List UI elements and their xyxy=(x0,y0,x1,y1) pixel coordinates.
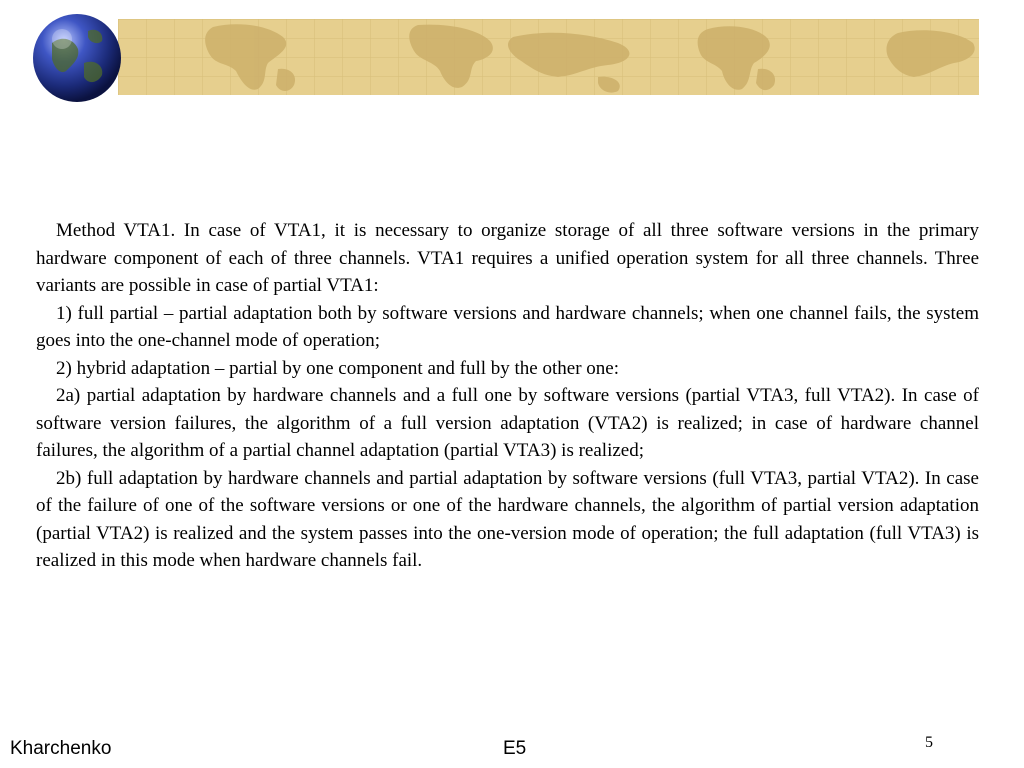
paragraph-item-1: 1) full partial – partial adaptation both by software versions and hardware channels; when one channel fails, the system goes into the one-channel mode of operation; xyxy=(36,302,979,351)
slide-body xyxy=(36,217,979,575)
globe-icon xyxy=(32,13,122,103)
footer-author: Kharchenko xyxy=(10,738,112,759)
paragraph-item-2b: 2b) full adaptation by hardware channels and partial adaptation by software versions (full VTA3, partial VTA2). In case of the failure of one of the software versions or one of the hardware channels, the algorithm of partial version adaptation (partial VTA2) is realized and the system passes into the one-version mode of operation; the full adaptation (full VTA3) is realized in this mode when hardware channels fail. xyxy=(36,467,979,571)
paragraph-item-2: 2) hybrid adaptation – partial by one component and full by the other one: xyxy=(56,357,619,379)
world-map-banner xyxy=(118,19,979,95)
paragraph-item-2a: 2a) partial adaptation by hardware channels and a full one by software versions (partial VTA3, full VTA2). In case of software version failures, the algorithm of a full version adaptation (VTA2) is realized; in case of hardware channel failures, the algorithm of a partial channel adaptation (partial VTA3) is realized; xyxy=(36,385,979,461)
paragraph-method-vta1: Method VTA1. In case of VTA1, it is necessary to organize storage of all three software versions in the primary hardware component of each of three channels. VTA1 requires a unified operation system for all three channels. Three variants are possible in case of partial VTA1: xyxy=(36,220,979,296)
footer-code: E5 xyxy=(503,738,527,759)
page-number: 5 xyxy=(925,734,933,751)
